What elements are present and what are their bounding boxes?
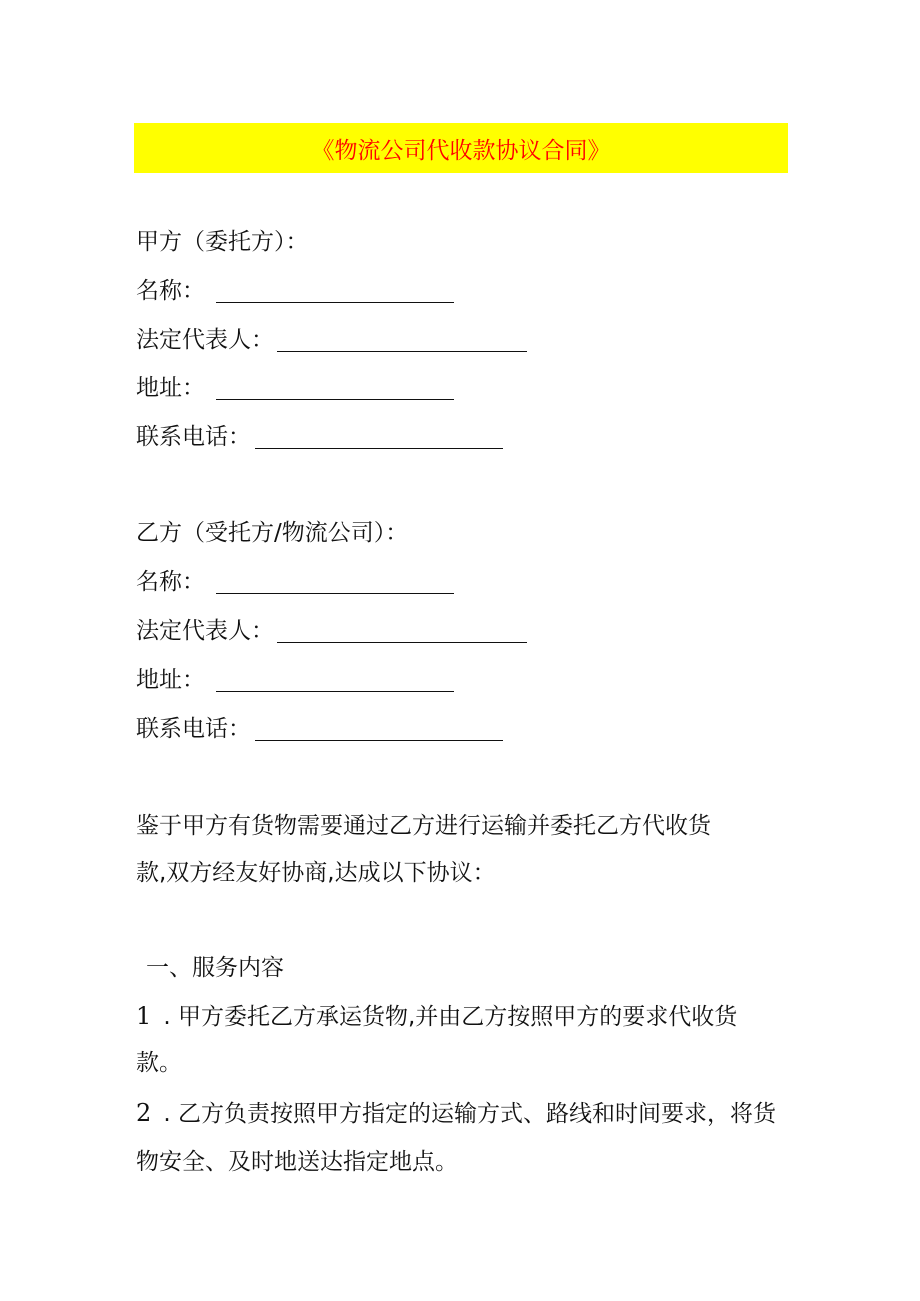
party-b-phone-row [136, 714, 503, 744]
title-banner [134, 123, 788, 173]
party-a-rep-field[interactable] [277, 329, 527, 352]
party-a-heading: 甲方（委托方）： [136, 229, 309, 255]
item-2-text: 乙方负责按照甲方指定的运输方式、路线和时间要求，将货 [178, 1101, 776, 1127]
party-a-rep-label: 法定代表人： [136, 327, 274, 353]
party-a-name-row [136, 276, 454, 306]
section-1-item-2-line-1 [136, 1098, 776, 1129]
preamble-line-1: 鉴于甲方有货物需要通过乙方进行运输并委托乙方代收货 [136, 813, 711, 839]
party-b-name-row [136, 567, 454, 597]
preamble-line-2: 款,双方经友好协商,达成以下协议： [136, 860, 496, 886]
party-b-phone-label: 联系电话： [136, 716, 251, 742]
party-b-name-label: 名称： [136, 569, 205, 595]
party-b-address-row [136, 665, 454, 695]
party-a-address-label: 地址： [136, 375, 205, 401]
party-b-rep-label: 法定代表人： [136, 618, 274, 644]
party-b-heading: 乙方（受托方/物流公司）： [136, 520, 409, 546]
item-1-number: 1 [136, 1002, 152, 1030]
party-b-name-field[interactable] [216, 571, 454, 594]
party-b-phone-field[interactable] [255, 718, 503, 741]
party-a-address-field[interactable] [216, 377, 454, 400]
item-1-text: 甲方委托乙方承运货物,并由乙方按照甲方的要求代收货 [178, 1004, 738, 1030]
party-a-phone-field[interactable] [255, 426, 503, 449]
party-a-address-row [136, 373, 454, 403]
party-b-rep-field[interactable] [277, 620, 527, 643]
item-2-number: 2 [136, 1099, 152, 1127]
document-title: 《物流公司代收款协议合同》 [311, 137, 611, 164]
section-1-item-2-line-2: 物安全、及时地送达指定地点。 [136, 1149, 458, 1175]
section-1-item-1-line-1 [136, 1001, 737, 1032]
item-2-dot: . [163, 1101, 171, 1127]
party-b-address-field[interactable] [216, 669, 454, 692]
party-a-phone-label: 联系电话： [136, 424, 251, 450]
section-1-heading: 一、服务内容 [146, 955, 284, 981]
party-b-address-label: 地址： [136, 667, 205, 693]
party-a-name-field[interactable] [216, 280, 454, 303]
section-1-item-1-line-2: 款。 [136, 1050, 182, 1076]
party-a-phone-row [136, 422, 503, 452]
party-a-name-label: 名称： [136, 278, 205, 304]
party-a-rep-row [136, 325, 527, 355]
party-b-rep-row [136, 616, 527, 646]
item-1-dot: . [163, 1004, 171, 1030]
